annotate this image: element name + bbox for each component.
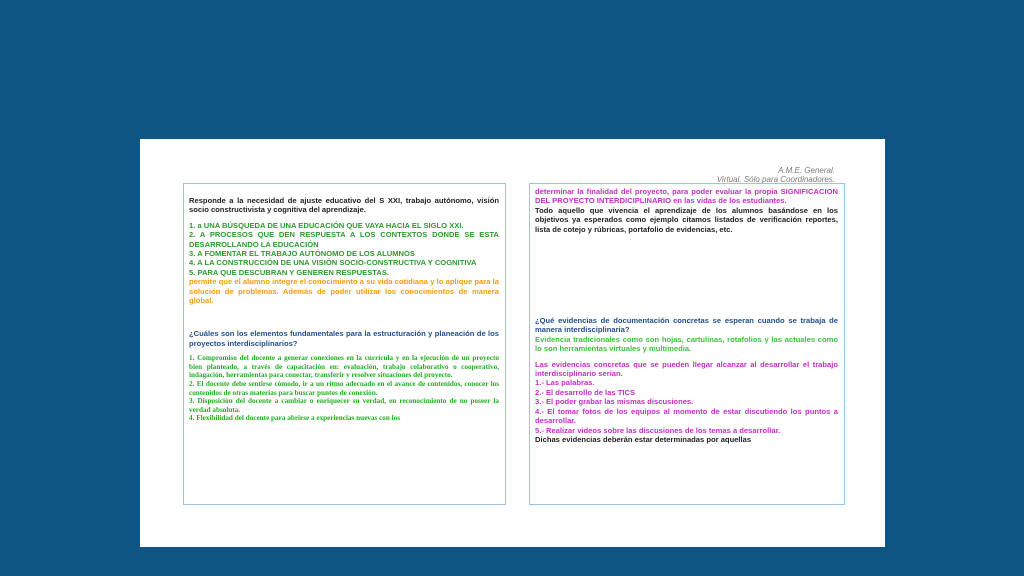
list-item-2: 2. A PROCESOS QUE DEN RESPUESTA A LOS CONTEXTOS DONDE SE ESTA DESARROLLANDO LA EDUCACIÓN [189,230,499,249]
answer-2: 2. El docente debe sentirse cómodo, ir a un ritmo adecuado en el avance de contenidos, conocer los contenidos de otras materias para buscar puntos de conexión. [189,380,499,397]
evidence-answer: Evidencia tradicionales como son hojas, cartulinas, rotafolios y las actuales como lo son herramientas virtuales y multimedia. [535,334,838,354]
header-line-1: A.M.E. General. [778,166,835,175]
list-item-4: 4. A LA CONSTRUCCIÓN DE UNA VISIÓN SOCIO-CONSTRUCTIVA Y COGNITIVA [189,258,477,268]
intro-paragraph: Responde a la necesidad de ajuste educativo del S XXI, trabajo autónomo, visión socio constructivista y cognitiva del aprendizaje. [189,196,499,215]
closing-paragraph: Dichas evidencias deberán estar determinadas por aquellas [535,434,752,444]
evidence-item-4: 4.- El tomar fotos de los equipos al momento de estar discutiendo los puntos a desarrollar. [535,406,838,426]
evidence-item-5: 5.- Realizar videos sobre las discusiones de los temas a desarrollar. [535,425,781,435]
list-item-1: 1. a UNA BÚSQUEDA DE UNA EDUCACIÓN QUE VAYA HACIA EL SIGLO XXI. [189,220,464,230]
page-header [717,166,835,184]
document-page [140,139,885,547]
evaluation-paragraph: Todo aquello que vivencia el aprendizaje de los alumnos basándose en los objetivos ya esperados como ejemplo citamos listados de verificación reportes, lista de cotejo y rúbricas, portafolio de evidencias, etc. [535,205,838,234]
answer-3: 3. Disposición del docente a cambiar o enriquecer su verdad, en reconocimiento de no poseer la verdad absoluta. [189,397,499,414]
answer-4: 4. Flexibilidad del docente para abrirse a experiencias nuevas con los [189,414,401,423]
right-text-box [529,183,845,505]
evidence-item-2: 2.- El desarrollo de las TICS [535,387,636,397]
evidence-intro: Las evidencias concretas que se pueden llegar alcanzar al desarrollar el trabajo interdisciplinario serian. [535,359,838,379]
purpose-paragraph: determinar la finalidad del proyecto, para poder evaluar la propia SIGNIFICACION DEL PROYECTO INTERDICIPLINARIO en las vidas de los estudiantes. [535,187,838,206]
question-heading: ¿Cuáles son los elementos fundamentales para la estructuración y planeación de los proyectos interdisciplinarios? [189,329,499,348]
list-item-5-detail: permite que el alumno integre el conocimiento a su vida cotidiana y lo aplique para la solución de problemas. Además de poder utilizar los conocimientos de manera global. [189,277,499,306]
evidence-item-3: 3.- El poder grabar las mismas discusiones. [535,397,694,407]
evidence-item-1: 1.- Las palabras. [535,378,595,388]
list-item-3: 3. A FOMENTAR EL TRABAJO AUTÓNOMO DE LOS ALUMNOS [189,249,415,259]
evidence-question: ¿Qué evidencias de documentación concretas se esperan cuando se trabaja de manera interdisciplinaria? [535,316,838,335]
left-text-box [183,183,506,505]
header-line-2: Virtual. Sólo para Coordinadores. [716,175,835,184]
answer-1: 1. Compromiso del docente a generar conexiones en la currícula y en la ejecución de un proyecto bien planteado, a través de capacitación en: evaluación, trabajo colaborativo o cooperativo, indagación, herramientas para conectar, transferir y resolver situaciones del proyecto. [189,354,499,380]
list-item-5: 5. PARA QUE DESCUBRAN Y GENEREN RESPUESTAS. [189,267,390,277]
